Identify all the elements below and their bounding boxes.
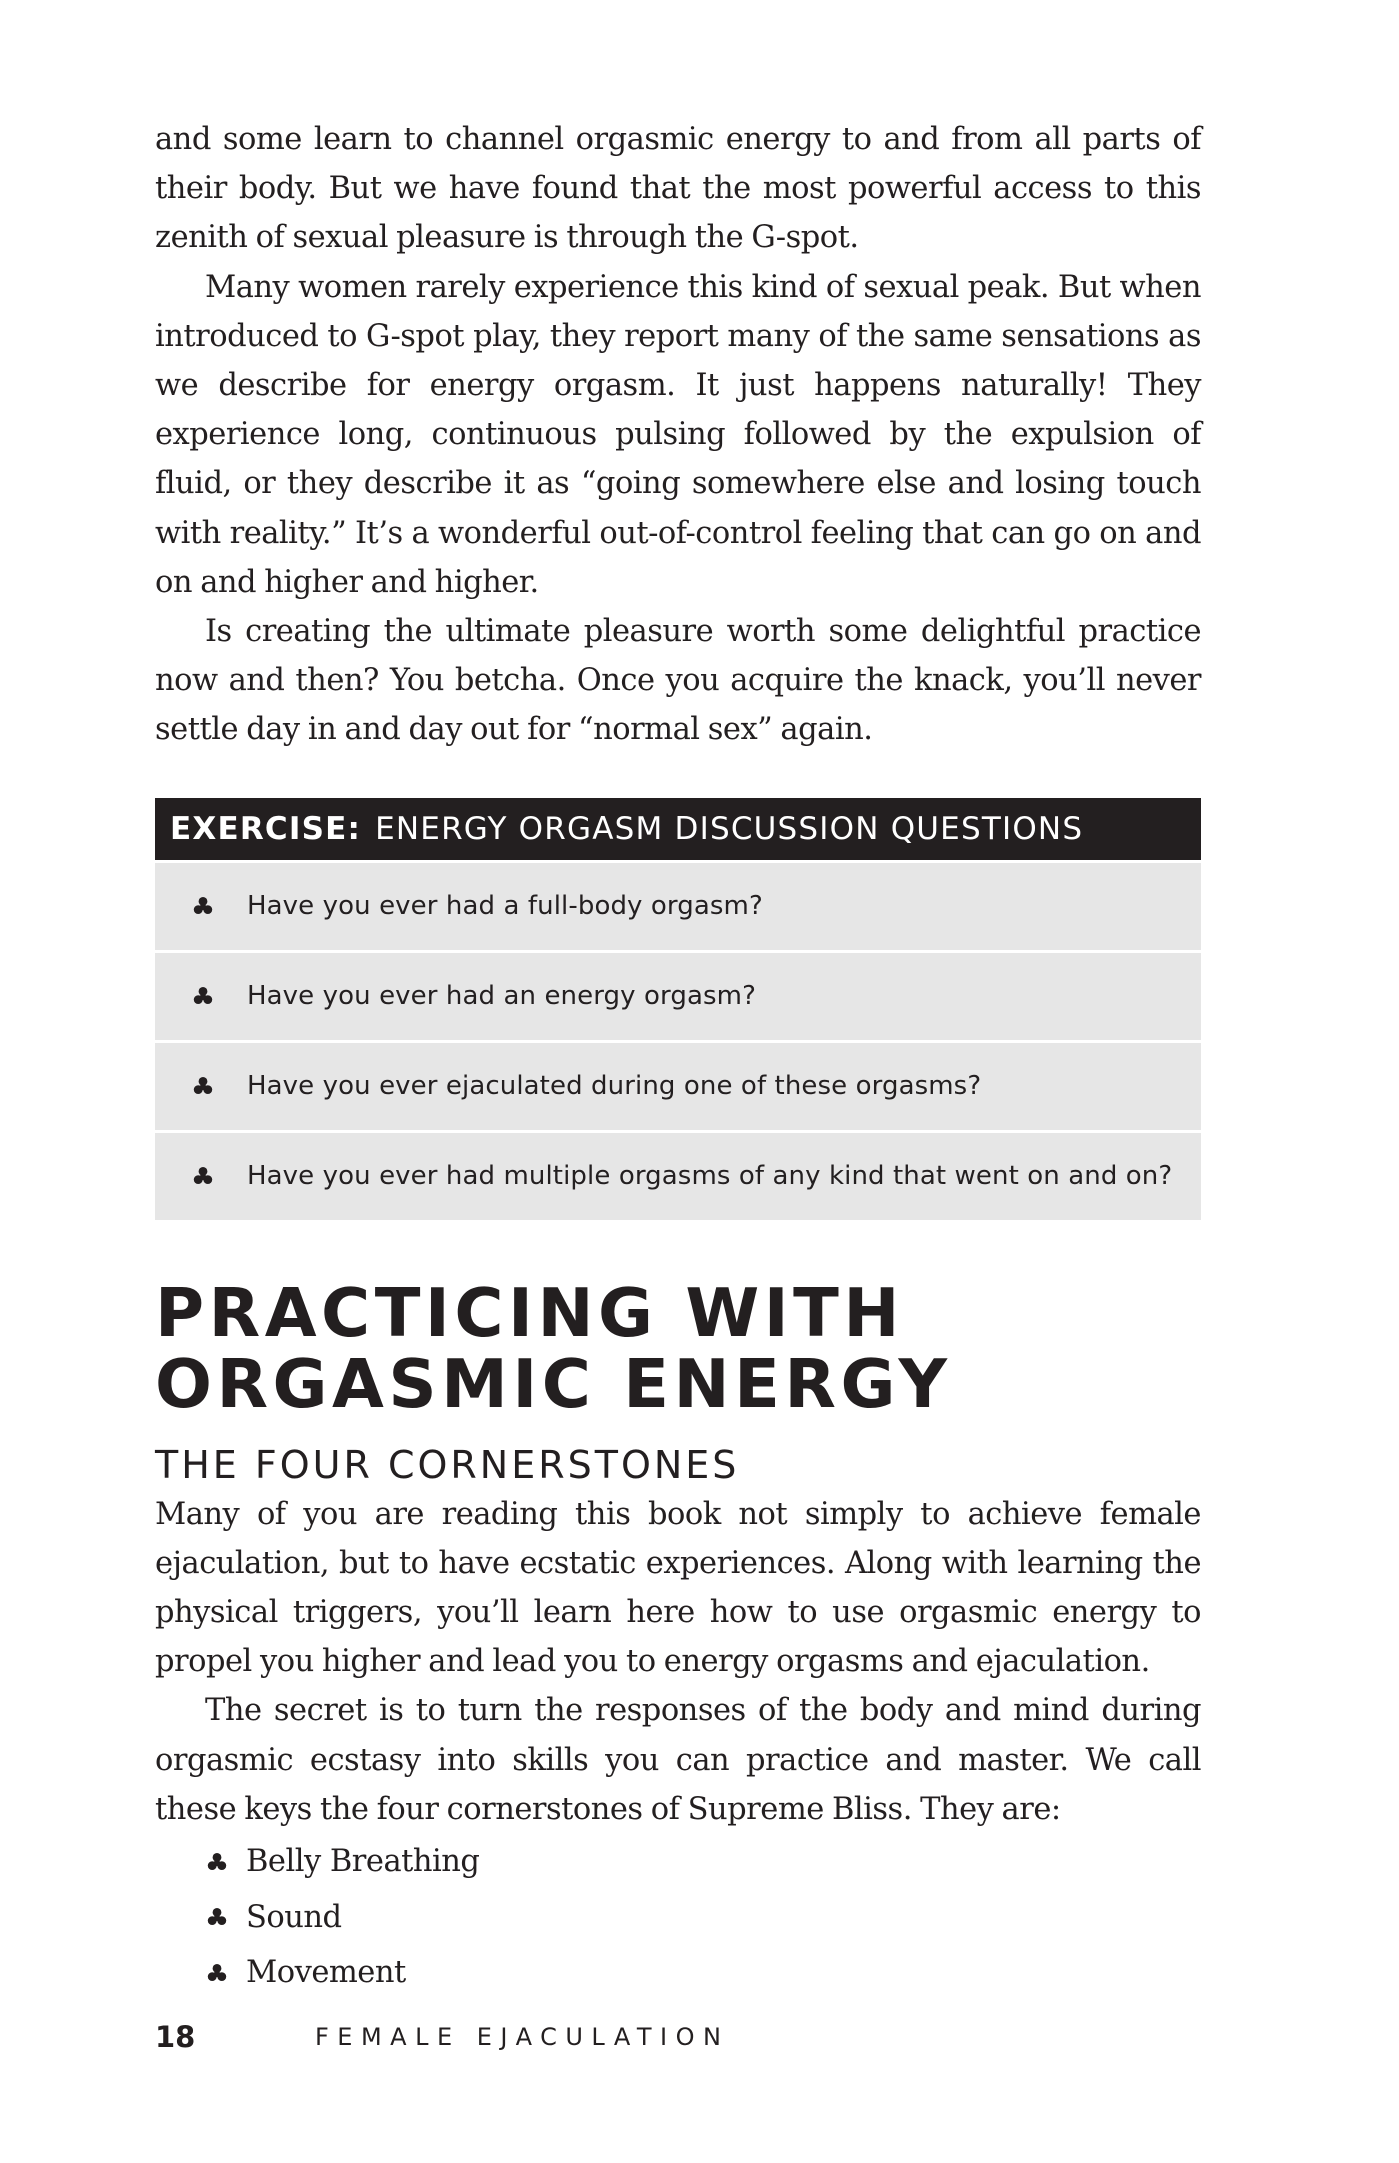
trefoil-bullet-icon (183, 1076, 223, 1096)
section-title-line-2: ORGASMIC ENERGY (155, 1344, 952, 1423)
exercise-question-text: Have you ever ejaculated during one of these orgasms? (247, 1071, 982, 1102)
exercise-question-text: Have you ever had an energy orgasm? (247, 981, 756, 1012)
list-item (155, 1890, 1201, 1946)
trefoil-bullet-icon (202, 1907, 232, 1927)
list-item-text: Belly Breathing (246, 1844, 480, 1880)
list-item-text: Sound (246, 1899, 342, 1935)
list-item-text: Movement (246, 1955, 406, 1991)
page-footer (155, 2020, 729, 2054)
section-title-line-1: PRACTICING WITH (155, 1273, 904, 1352)
exercise-question-text: Have you ever had multiple orgasms of any kind that went on and on? (247, 1161, 1173, 1192)
section-paragraph-2: The secret is to turn the responses of the body and mind during orgasmic ecstasy into skills you can practice and master. We call these keys the four cornerstones of Supreme Bliss. They are: (155, 1693, 1201, 1827)
list-item (155, 1945, 1201, 2001)
list-item (155, 1834, 1201, 1890)
exercise-question (155, 1133, 1201, 1220)
trefoil-bullet-icon (183, 896, 223, 916)
intro-paragraph-1: and some learn to channel orgasmic energy to and from all parts of their body. But we have found that the most powerful access to this zenith of sexual pleasure is through the G-spot. (155, 122, 1201, 256)
section-paragraph-1: Many of you are reading this book not simply to achieve female ejaculation, but to have ecstatic experiences. Along with learning the physical triggers, you’ll learn here how to use orgasmic energy to propel you higher and lead you to energy orgasms and ejaculation. (155, 1496, 1201, 1680)
exercise-header (155, 798, 1201, 860)
intro-paragraph-2: Many women rarely experience this kind of sexual peak. But when introduced to G-spot play, they report many of the same sensations as we describe for energy orgasm. It just happens naturally! They experience long, continuous pulsing followed by the expulsion of fluid, or they describe it as “going somewhere else and losing touch with reality.” It’s a wonderful out-of-control feeling that can go on and on and higher and higher. (155, 269, 1201, 600)
trefoil-bullet-icon (202, 1963, 232, 1983)
page-content (155, 115, 1201, 2001)
exercise-label: EXERCISE: (170, 810, 362, 847)
exercise-question (155, 1043, 1201, 1130)
exercise-question (155, 953, 1201, 1040)
exercise-question-text: Have you ever had a full-body orgasm? (247, 891, 763, 922)
intro-paragraph-3: Is creating the ultimate pleasure worth some delightful practice now and then? You betcha. Once you acquire the knack, you’ll never settle day in and day out for “normal sex” again. (155, 614, 1201, 748)
trefoil-bullet-icon (183, 986, 223, 1006)
section-subtitle: THE FOUR CORNERSTONES (155, 1442, 740, 1487)
trefoil-bullet-icon (183, 1166, 223, 1186)
trefoil-bullet-icon (202, 1852, 232, 1872)
exercise-box (155, 798, 1201, 1220)
exercise-title: ENERGY ORGASM DISCUSSION QUESTIONS (375, 810, 1084, 847)
exercise-question (155, 863, 1201, 950)
page-number: 18 (155, 2020, 196, 2054)
running-title: FEMALE EJACULATION (315, 2023, 730, 2051)
cornerstones-list (155, 1834, 1201, 2001)
section-title (155, 1273, 1201, 1423)
